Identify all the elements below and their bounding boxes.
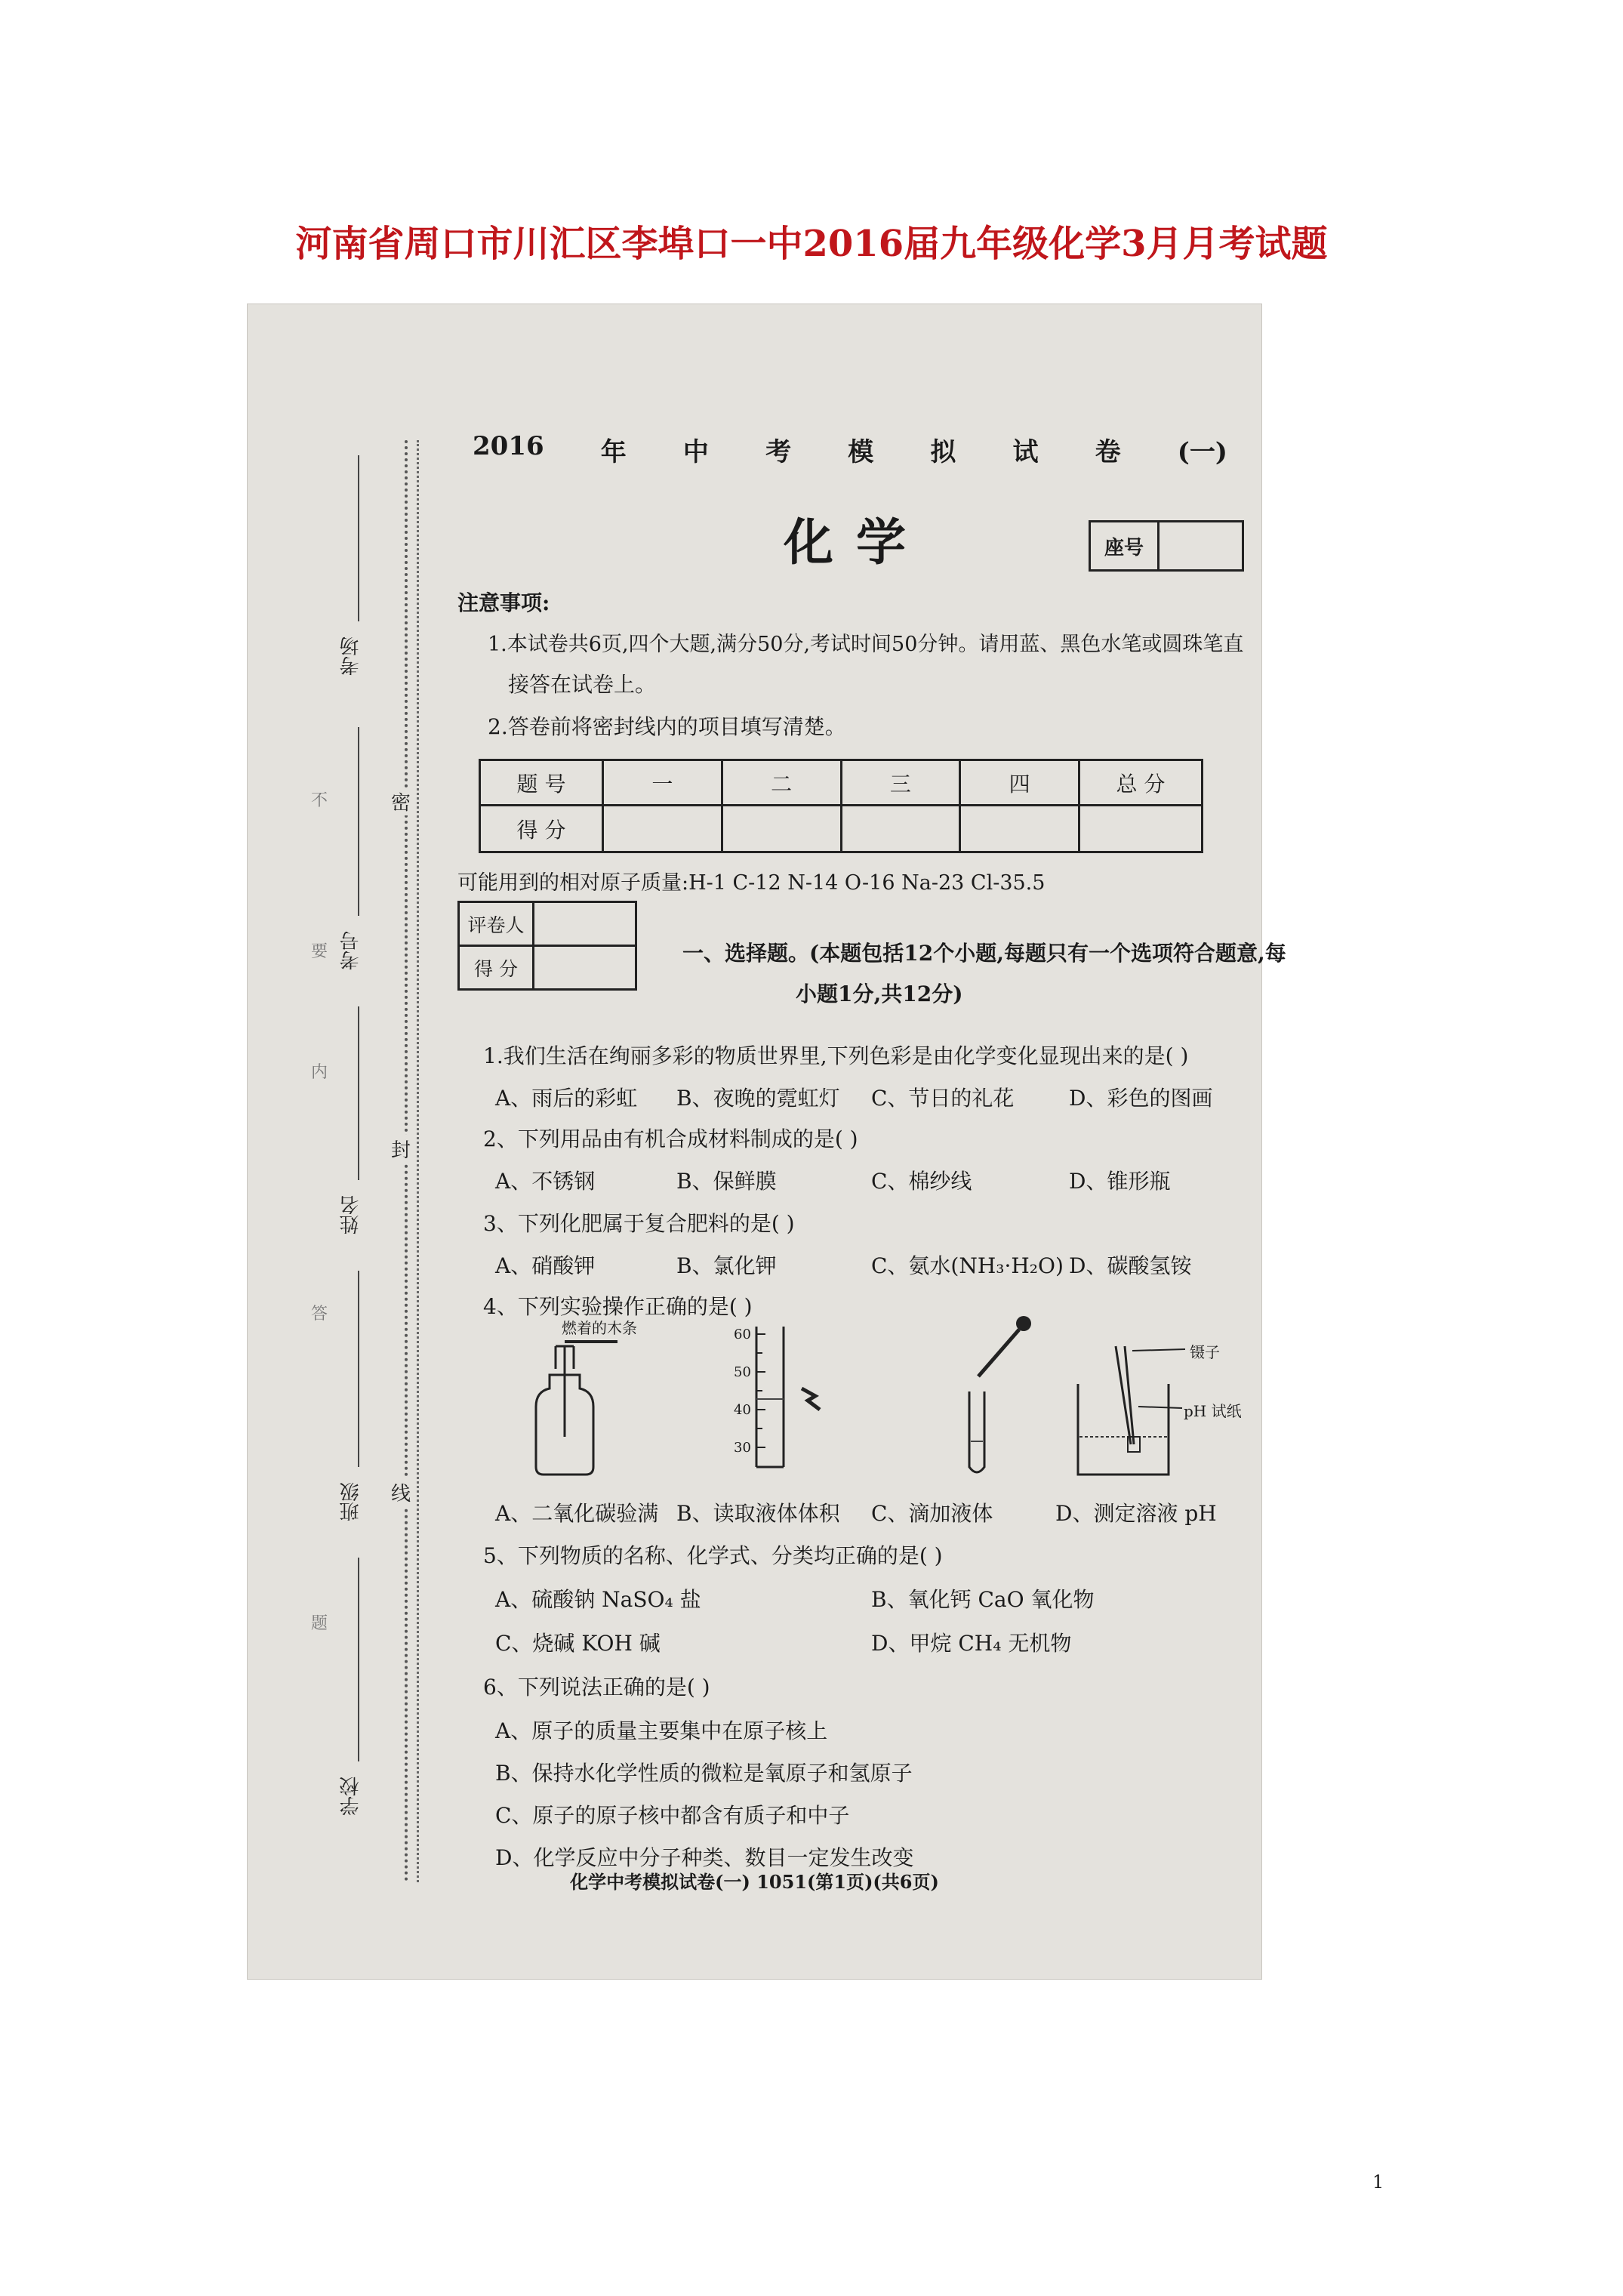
margin-char: 题 — [311, 1614, 328, 1633]
score-header: 四 — [960, 760, 1079, 806]
fig-a-label: 燃着的木条 — [562, 1319, 637, 1337]
seal-char-feng: 封 — [391, 1135, 411, 1163]
name-line — [358, 1006, 359, 1180]
q6-option-b: B、保持水化学性质的微粒是氧原子和氢原子 — [495, 1761, 913, 1786]
tick-label: 60 — [734, 1327, 751, 1342]
score-cell — [603, 806, 722, 852]
tick-label: 50 — [734, 1364, 751, 1380]
header-word: 模 — [848, 437, 874, 467]
margin-char: 答 — [311, 1305, 328, 1324]
q5-option-c: C、烧碱 KOH 碱 — [495, 1631, 661, 1656]
grader-label: 评卷人 — [459, 902, 534, 946]
q4-option-c: C、滴加液体 — [871, 1501, 993, 1526]
score-cell — [1079, 806, 1203, 852]
q6-option-a: A、原子的质量主要集中在原子核上 — [495, 1718, 828, 1743]
q1-option-b: B、夜晚的霓虹灯 — [676, 1086, 840, 1111]
q2-option-d: D、锥形瓶 — [1069, 1169, 1171, 1194]
q4-option-a: A、二氧化碳验满 — [495, 1501, 659, 1526]
header-word: (一) — [1177, 437, 1227, 467]
q6-option-d: D、化学反应中分子种类、数目一定发生改变 — [495, 1845, 914, 1870]
q1-option-c: C、节日的礼花 — [871, 1086, 1015, 1111]
q5-option-a: A、硫酸钠 NaSO₄ 盐 — [495, 1587, 701, 1612]
q2-option-b: B、保鲜膜 — [676, 1169, 777, 1194]
q2-option-c: C、棉纱线 — [871, 1169, 972, 1194]
exam-header — [473, 431, 1227, 468]
school-line — [358, 1558, 359, 1761]
margin-char: 不 — [311, 791, 328, 810]
header-word: 中 — [682, 437, 709, 467]
class-line — [358, 1271, 359, 1467]
margin-char: 内 — [311, 1063, 328, 1082]
margin-char: 要 — [311, 942, 328, 961]
question-5: 5、下列物质的名称、化学式、分类均正确的是( ) — [483, 1543, 943, 1568]
section1-heading-cont: 小题1分,共12分) — [796, 982, 963, 1006]
question-1: 1.我们生活在绚丽多彩的物质世界里,下列色彩是由化学变化显现出来的是( ) — [483, 1043, 1189, 1068]
header-word: 2016 — [473, 431, 544, 461]
fig-d-label-ph-paper: pH 试纸 — [1184, 1402, 1242, 1420]
subject-title: 化学 — [784, 513, 929, 572]
q2-option-a: A、不锈钢 — [495, 1169, 596, 1194]
header-word: 试 — [1012, 437, 1039, 467]
q3-option-a: A、硝酸钾 — [495, 1253, 596, 1278]
figure-co2-test — [534, 1316, 670, 1490]
seal-char-xian: 线 — [391, 1478, 411, 1506]
seat-label: 座号 — [1091, 522, 1160, 569]
score-cell — [960, 806, 1079, 852]
seal-char-mi: 密 — [391, 787, 411, 815]
figure-dropper — [927, 1308, 1063, 1490]
label-name: 姓名 — [340, 1195, 362, 1234]
score-row-label: 得 分 — [480, 806, 603, 852]
header-word: 拟 — [930, 437, 956, 467]
question-4: 4、下列实验操作正确的是( ) — [483, 1294, 753, 1319]
exam-number-line — [358, 727, 359, 916]
seat-number-box — [1089, 520, 1244, 572]
tick-label: 40 — [734, 1402, 751, 1418]
section1-heading: 一、选择题。(本题包括12个小题,每题只有一个选项符合题意,每 — [682, 941, 1286, 966]
scanned-exam-page — [247, 304, 1286, 1980]
score-header: 二 — [722, 760, 841, 806]
tick-label: 30 — [734, 1440, 751, 1456]
label-class: 班级 — [340, 1482, 362, 1521]
score-cell — [722, 806, 841, 852]
grader-score-label: 得 分 — [459, 946, 534, 990]
figure-cylinder — [723, 1316, 859, 1490]
question-3: 3、下列化肥属于复合肥料的是( ) — [483, 1211, 795, 1236]
score-header: 三 — [841, 760, 960, 806]
figure-ph-test — [1070, 1324, 1267, 1490]
seal-line-dotted-inner — [417, 440, 419, 1882]
dropper-test-tube-icon — [927, 1308, 1063, 1490]
q1-option-d: D、彩色的图画 — [1069, 1086, 1213, 1111]
notes-item2: 2.答卷前将密封线内的项目填写清楚。 — [488, 714, 846, 739]
atomic-masses: 可能用到的相对原子质量:H-1 C-12 N-14 O-16 Na-23 Cl-35.5 — [457, 871, 1046, 895]
q5-option-d: D、甲烷 CH₄ 无机物 — [871, 1631, 1072, 1656]
grader-table — [457, 901, 637, 991]
q5-option-b: B、氧化钙 CaO 氧化物 — [871, 1587, 1095, 1612]
notes-title: 注意事项: — [457, 590, 550, 615]
score-header: 题 号 — [480, 760, 603, 806]
question-2: 2、下列用品由有机合成材料制成的是( ) — [483, 1126, 858, 1151]
q3-option-d: D、碳酸氢铵 — [1069, 1253, 1192, 1278]
q1-option-a: A、雨后的彩虹 — [495, 1086, 638, 1111]
q6-option-c: C、原子的原子核中都含有质子和中子 — [495, 1803, 850, 1828]
notes-item1-cont: 接答在试卷上。 — [508, 672, 657, 697]
page-footer: 化学中考模拟试卷(一) 1051(第1页)(共6页) — [570, 1871, 939, 1893]
fig-d-label-tweezers: 镊子 — [1190, 1343, 1220, 1361]
header-word: 考 — [765, 437, 792, 467]
grader-cell — [534, 946, 636, 990]
document-title: 河南省周口市川汇区李埠口一中2016届九年级化学3月月考试题 — [295, 223, 1328, 265]
label-school: 学校 — [340, 1777, 362, 1816]
header-word: 卷 — [1095, 437, 1121, 467]
header-word: 年 — [600, 437, 627, 467]
q4-option-b: B、读取液体体积 — [676, 1501, 840, 1526]
score-header: 总 分 — [1079, 760, 1203, 806]
score-cell — [841, 806, 960, 852]
label-exam-number: 考号 — [340, 931, 362, 970]
q3-option-b: B、氯化钾 — [676, 1253, 777, 1278]
q3-option-c: C、氨水(NH₃·H₂O) — [871, 1253, 1064, 1278]
label-exam-room: 考场 — [340, 636, 362, 676]
question-6: 6、下列说法正确的是( ) — [483, 1675, 710, 1700]
gas-bottle-icon — [534, 1316, 670, 1490]
score-header: 一 — [603, 760, 722, 806]
exam-room-line — [358, 455, 359, 621]
notes-item1: 1.本试卷共6页,四个大题,满分50分,考试时间50分钟。请用蓝、黑色水笔或圆珠笔直 — [488, 633, 1244, 656]
grader-cell — [534, 902, 636, 946]
page-number: 1 — [1372, 2171, 1384, 2193]
q4-option-d: D、测定溶液 pH — [1055, 1501, 1217, 1526]
score-table — [479, 759, 1203, 853]
